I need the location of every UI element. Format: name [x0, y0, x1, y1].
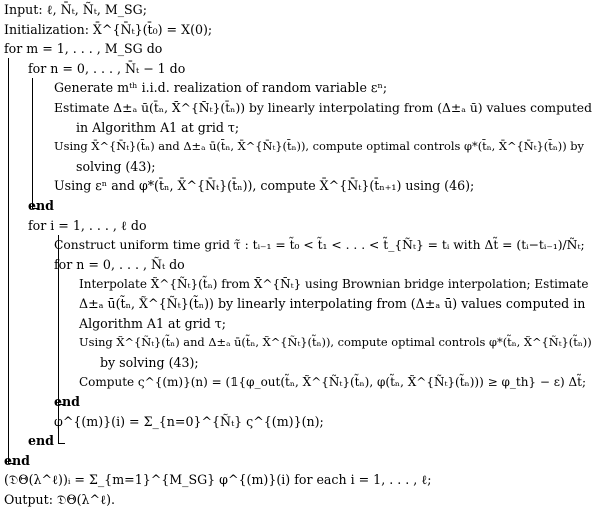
for-m-rail: [8, 58, 9, 463]
end-outer-n-line: end: [28, 198, 54, 213]
interpolate-line-3: Algorithm A1 at grid τ;: [79, 315, 226, 331]
interpolate-line-2: Δ±ₐ ū(t̃ₙ, X̃^{Ñₜ}(t̃ₙ)) by linearly interpolating from (Δ±ₐ ū) values computed in: [79, 296, 586, 311]
using-inner-line-2: by solving (43);: [100, 354, 199, 370]
output-line: Output: 𝔇Θ(λ^ℓ).: [4, 492, 116, 507]
end-inner-n-line: end: [54, 394, 80, 409]
using-eps-line: Using εⁿ and φ*(t̄ₙ, X̄^{N̄ₜ}(t̄ₙ)), compute X̄^{N̄ₜ}(t̄ₙ₊₁) using (46);: [54, 178, 475, 194]
interpolate-line-1: Interpolate X̃^{Ñₜ}(t̃ₙ) from X̄^{N̄ₜ} using Brownian bridge interpolation; Estimate: [79, 277, 589, 292]
gradient-estimate-line: (𝔇Θ(λ^ℓ))ᵢ = Σ_{m=1}^{M_SG} φ^{(m)}(i) for each i = 1, . . . , ℓ;: [4, 472, 432, 488]
estimate-line-2: in Algorithm A1 at grid τ;: [76, 119, 240, 135]
using-line-1: Using X̄^{N̄ₜ}(t̄ₙ) and Δ±ₐ ū(t̄ₙ, X̄^{N̄ₜ}(t̄ₙ)), compute optimal controls φ*(t̄ₙ, X̄^{N̄ₜ}(t̄ₙ)) by: [54, 139, 584, 154]
using-line-2: solving (43);: [76, 158, 156, 174]
for-i-tick: [58, 443, 65, 444]
compute-varsigma-line: Compute ς^{(m)}(n) = (𝟙{φ_out(t̃ₙ, X̃^{Ñₜ}(t̃ₙ), φ(t̃ₙ, X̃^{Ñₜ}(t̃ₙ))) ≥ φ_th} − ε) Δt̃;: [79, 375, 586, 390]
for-n-outer-rail: [32, 78, 33, 208]
end-for-m-line: end: [4, 452, 30, 468]
end-for-i-line: end: [28, 433, 54, 449]
construct-grid-line: Construct uniform time grid τ̃ : tᵢ₋₁ = t̃₀ < t̃₁ < . . . < t̃_{Ñₜ} = tᵢ with Δt̃ = (tᵢ−tᵢ₋₁)/Ñₜ;: [54, 238, 585, 253]
for-i-line: for i = 1, . . . , ℓ do: [28, 217, 147, 233]
varphi-sum-line: φ^{(m)}(i) = Σ_{n=0}^{Ñₜ} ς^{(m)}(n);: [54, 413, 324, 429]
for-n-inner-line: for n = 0, . . . , Ñₜ do: [54, 256, 185, 272]
for-n-outer-line: for n = 0, . . . , N̄ₜ − 1 do: [28, 60, 186, 76]
for-n-inner-rail: [58, 274, 59, 404]
generate-line: Generate mᵗʰ i.i.d. realization of random variable εⁿ;: [54, 80, 388, 96]
for-m-line: for m = 1, . . . , M_SG do: [4, 41, 163, 57]
using-inner-line-1: Using X̃^{Ñₜ}(t̃ₙ) and Δ±ₐ ū(t̃ₙ, X̃^{Ñₜ}(t̃ₙ)), compute optimal controls φ*(t̃ₙ, X̃^{Ñₜ}(t̃ₙ)): [79, 335, 592, 350]
input-line: Input: ℓ, N̄ₜ, Ñₜ, M_SG;: [4, 2, 147, 17]
estimate-line-1: Estimate Δ±ₐ ū(t̄ₙ, X̄^{N̄ₜ}(t̄ₙ)) by linearly interpolating from (Δ±ₐ ū) values computed: [54, 101, 592, 115]
initialization-line: Initialization: X̄^{N̄ₜ}(t̄₀) = X(0);: [4, 21, 213, 37]
